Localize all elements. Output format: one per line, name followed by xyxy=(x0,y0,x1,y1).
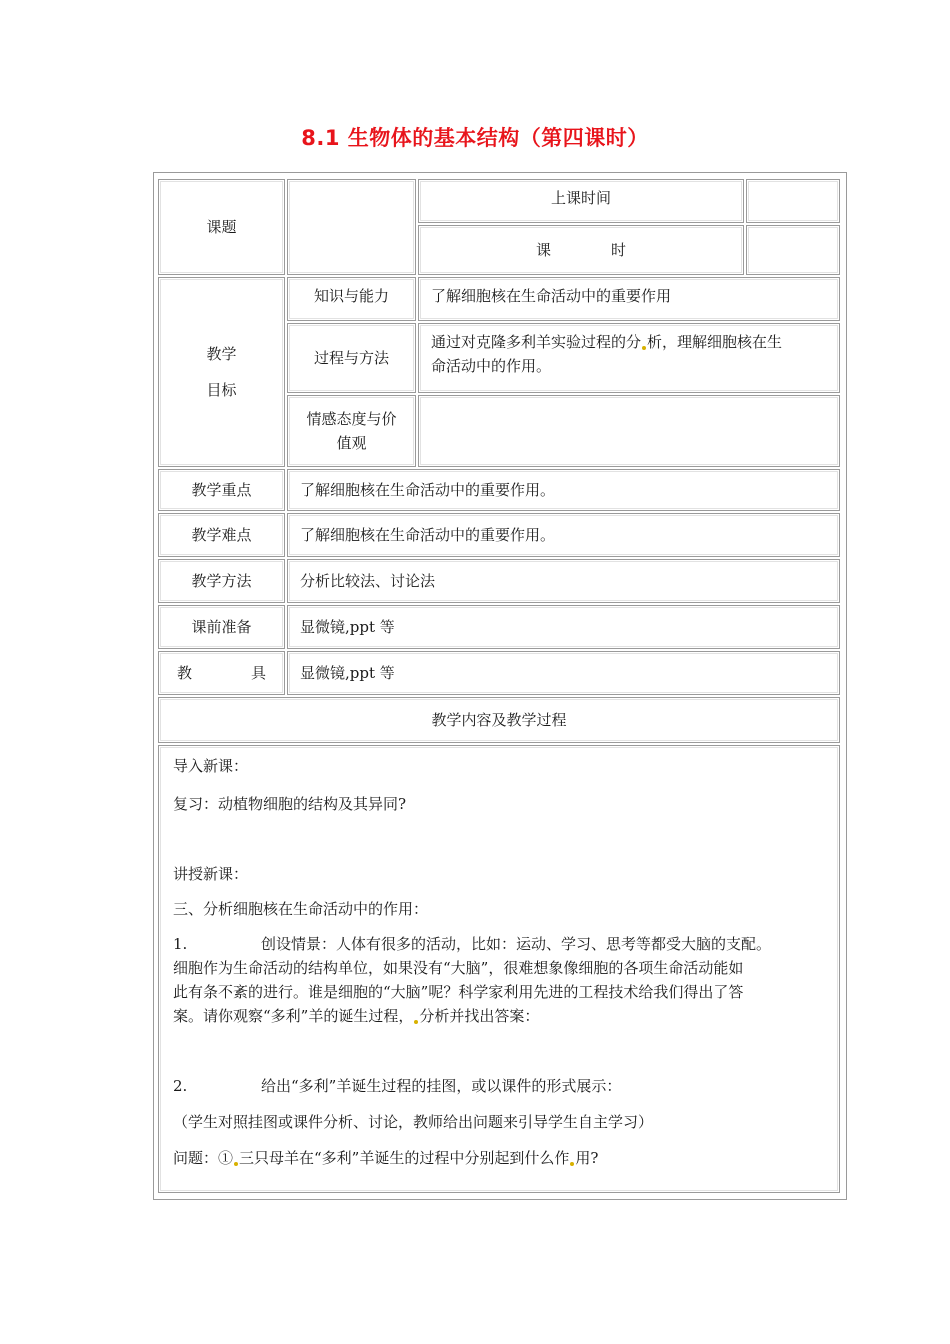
tools-value: 显微镜,ppt 等 xyxy=(300,664,395,682)
p2-text: 给出“多利”羊诞生过程的挂图，或以课件的形式展示： xyxy=(261,1077,622,1095)
question-end: 用? xyxy=(575,1149,599,1167)
period-value-cell xyxy=(746,225,840,275)
topic-label: 课题 xyxy=(206,218,237,236)
p1-line1: 创设情景：人体有很多的活动，比如：运动、学习、思考等都受大脑的支配。 xyxy=(261,935,772,953)
method-label-cell xyxy=(158,559,285,603)
review-text: 复习：动植物细胞的结构及其异同? xyxy=(173,795,407,813)
objectives-label-1: 教学 xyxy=(206,345,237,363)
tools-label-a: 教 xyxy=(177,664,193,682)
intro-text: 导入新课： xyxy=(173,757,249,775)
p1-number: 1. xyxy=(173,935,188,953)
note-text: （学生对照挂图或课件分析、讨论，教师给出问题来引导学生自主学习） xyxy=(173,1113,654,1131)
difficulty-value-cell xyxy=(287,513,840,557)
tools-value-cell xyxy=(287,651,840,695)
difficulty-label: 教学难点 xyxy=(191,526,252,544)
section3-heading: 三、分析细胞核在生命活动中的作用： xyxy=(173,900,429,918)
question-text: 三只母羊在“多利”羊诞生的过程中分别起到什么作 xyxy=(239,1149,570,1167)
period-label-b: 时 xyxy=(611,241,627,259)
objectives-label-2: 目标 xyxy=(206,381,237,399)
knowledge-value: 了解细胞核在生命活动中的重要作用 xyxy=(431,287,672,305)
method-value-cell xyxy=(287,559,840,603)
content-header: 教学内容及教学过程 xyxy=(431,711,567,729)
p1-line3: 此有条不紊的进行。谁是细胞的“大脑”呢？科学家利用先进的工程技术给我们得出了答 xyxy=(173,983,744,1001)
prep-label-cell xyxy=(158,605,285,649)
process-value-2: 析，理解细胞核在生 xyxy=(647,333,783,351)
difficulty-value: 了解细胞核在生命活动中的重要作用。 xyxy=(300,526,556,544)
tools-label-cell xyxy=(158,651,285,695)
key-label-cell xyxy=(158,469,285,511)
objectives-label-cell xyxy=(158,277,285,467)
process-label: 过程与方法 xyxy=(313,349,389,367)
difficulty-label-cell xyxy=(158,513,285,557)
p1-line4b: 分析并找出答案： xyxy=(419,1007,540,1025)
paragraph-1 xyxy=(173,932,825,1028)
process-label-cell xyxy=(287,323,416,393)
content-body-cell xyxy=(158,745,840,1193)
topic-label-cell xyxy=(158,179,285,275)
method-label: 教学方法 xyxy=(191,572,252,590)
tools-label-b: 具 xyxy=(250,664,266,682)
emotion-label-1: 情感态度与价 xyxy=(306,410,397,428)
period-label-cell xyxy=(418,225,744,275)
prep-value-cell xyxy=(287,605,840,649)
process-value-1: 通过对克隆多利羊实验过程的分 xyxy=(431,333,642,351)
emotion-label-cell xyxy=(287,395,416,467)
revision-mark xyxy=(642,346,646,350)
content-header-cell xyxy=(158,697,840,743)
knowledge-value-cell xyxy=(418,277,840,321)
p2-number: 2. xyxy=(173,1077,188,1095)
document-title: 8.1 生物体的基本结构（第四课时） xyxy=(301,126,649,150)
key-value: 了解细胞核在生命活动中的重要作用。 xyxy=(300,481,556,499)
prep-label: 课前准备 xyxy=(191,618,252,636)
question-prefix: 问题：① xyxy=(173,1149,234,1167)
key-label: 教学重点 xyxy=(191,481,252,499)
knowledge-label: 知识与能力 xyxy=(313,287,389,305)
revision-mark xyxy=(570,1162,574,1166)
emotion-label-2: 值观 xyxy=(336,434,367,452)
lesson-plan-table xyxy=(153,172,847,1200)
class-time-label-cell xyxy=(418,179,744,223)
process-value-3: 命活动中的作用。 xyxy=(431,357,552,375)
key-value-cell xyxy=(287,469,840,511)
topic-value-cell xyxy=(287,179,416,275)
method-value: 分析比较法、讨论法 xyxy=(300,572,436,590)
class-time-label: 上课时间 xyxy=(550,189,611,207)
process-value-cell xyxy=(418,323,840,393)
class-time-value-cell xyxy=(746,179,840,223)
p1-line4a: 案。请你观察“多利”羊的诞生过程， xyxy=(173,1007,414,1025)
p1-line2: 细胞作为生命活动的结构单位，如果没有“大脑”，很难想象像细胞的各项生命活动能如 xyxy=(173,959,744,977)
prep-value: 显微镜,ppt 等 xyxy=(300,618,395,636)
knowledge-label-cell xyxy=(287,277,416,321)
revision-mark xyxy=(414,1020,418,1024)
lecture-text: 讲授新课： xyxy=(173,865,249,883)
period-label-a: 课 xyxy=(535,241,551,259)
emotion-value-cell xyxy=(418,395,840,467)
revision-mark xyxy=(234,1162,238,1166)
